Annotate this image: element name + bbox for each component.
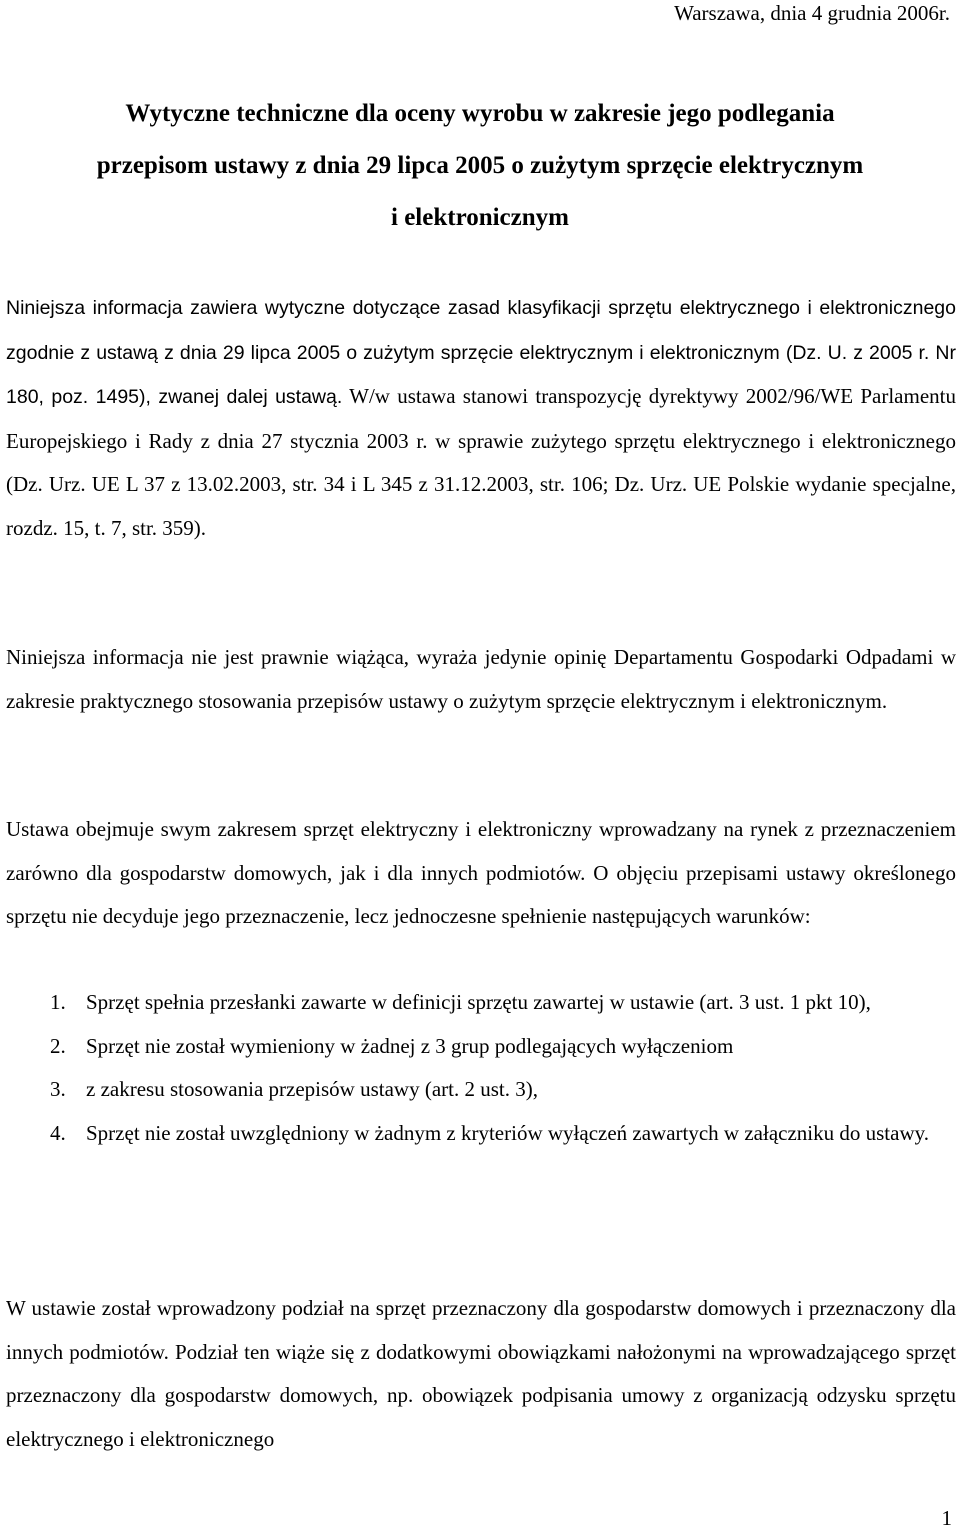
paragraph-disclaimer: Niniejsza informacja nie jest prawnie wiążąca, wyraża jedynie opinię Departamentu Gospodarki Odpadami w zakresie praktycznego stosowania przepisów ustawy o zużytym sprzęcie elektrycznym i elektronicznym.	[6, 645, 956, 713]
list-item	[6, 1025, 956, 1069]
title-line-1: Wytyczne techniczne dla oceny wyrobu w zakresie jego podlegania	[125, 100, 835, 127]
paragraph-household-division: W ustawie został wprowadzony podział na sprzęt przeznaczony dla gospodarstw domowych i przeznaczony dla innych podmiotów. Podział ten wiąże się z dodatkowymi obowiązkami nałożonymi na wprowadzającego sprzęt przeznaczony dla gospodarstw domowych, np. obowiązek podpisania umowy z organizacją odzysku sprzętu elektrycznego i elektronicznego	[6, 1296, 956, 1451]
list-item-number: 2.	[50, 1033, 66, 1058]
paragraph-scope-info-serif: W/w ustawa stanowi transpozycję dyrektywy 2002/96/WE Parlamentu Europejskiego i Rady z dnia 27 stycznia 2003 r. w sprawie zużytego sprzętu elektrycznego i elektronicznego (Dz. Urz. UE L 37 z 13.02.2003, str. 34 i L 345 z 31.12.2003, str. 106; Dz. Urz. UE Polskie wydanie specjalne, rozdz. 15, t. 7, str. 359).	[6, 384, 956, 540]
list-item-text: Sprzęt nie został uwzględniony w żadnym z kryteriów wyłączeń zawartych w załączniku do ustawy.	[86, 1120, 929, 1145]
list-item	[6, 1112, 956, 1156]
list-item-number: 1.	[50, 990, 66, 1014]
document-date: Warszawa, dnia 4 grudnia 2006r.	[674, 1, 950, 25]
list-item-number: 4.	[50, 1120, 66, 1145]
title-line-2: przepisom ustawy z dnia 29 lipca 2005 o zużytym sprzęcie elektrycznym	[96, 152, 864, 179]
paragraph-scope-info	[6, 286, 956, 550]
title-line-3: i elektronicznym	[391, 204, 569, 231]
paragraph-conditions-intro: Ustawa obejmuje swym zakresem sprzęt elektryczny i elektroniczny wprowadzany na rynek z przeznaczeniem zarówno dla gospodarstw domowych, jak i dla innych podmiotów. O objęciu przepisami ustawy określonego sprzętu nie decyduje jego przeznaczenie, lecz jednoczesne spełnienie następujących warunków:	[6, 817, 956, 928]
list-item-text: Sprzęt spełnia przesłanki zawarte w definicji sprzętu zawartej w ustawie (art. 3 ust. 1 pkt 10),	[86, 990, 871, 1014]
list-item	[6, 1068, 956, 1112]
list-item-text: z zakresu stosowania przepisów ustawy (art. 2 ust. 3),	[86, 1077, 538, 1101]
list-item	[6, 981, 956, 1025]
list-item-text: Sprzęt nie został wymieniony w żadnej z 3 grup podlegających wyłączeniom	[86, 1033, 734, 1058]
page-number: 1	[941, 1506, 952, 1530]
conditions-list	[6, 981, 956, 1155]
paragraph-scope-info-sans: Niniejsza informacja zawiera wytyczne dotyczące zasad klasyfikacji sprzętu elektrycznego i elektronicznego zgodnie z ustawą z dnia 29 lipca 2005 o zużytym sprzęcie elektrycznym i elektronicznym (Dz. U. z 2005 r. Nr 180, poz. 1495), zwanej dalej ustawą.	[6, 297, 956, 408]
document-title	[0, 88, 960, 244]
list-item-number: 3.	[50, 1077, 66, 1101]
